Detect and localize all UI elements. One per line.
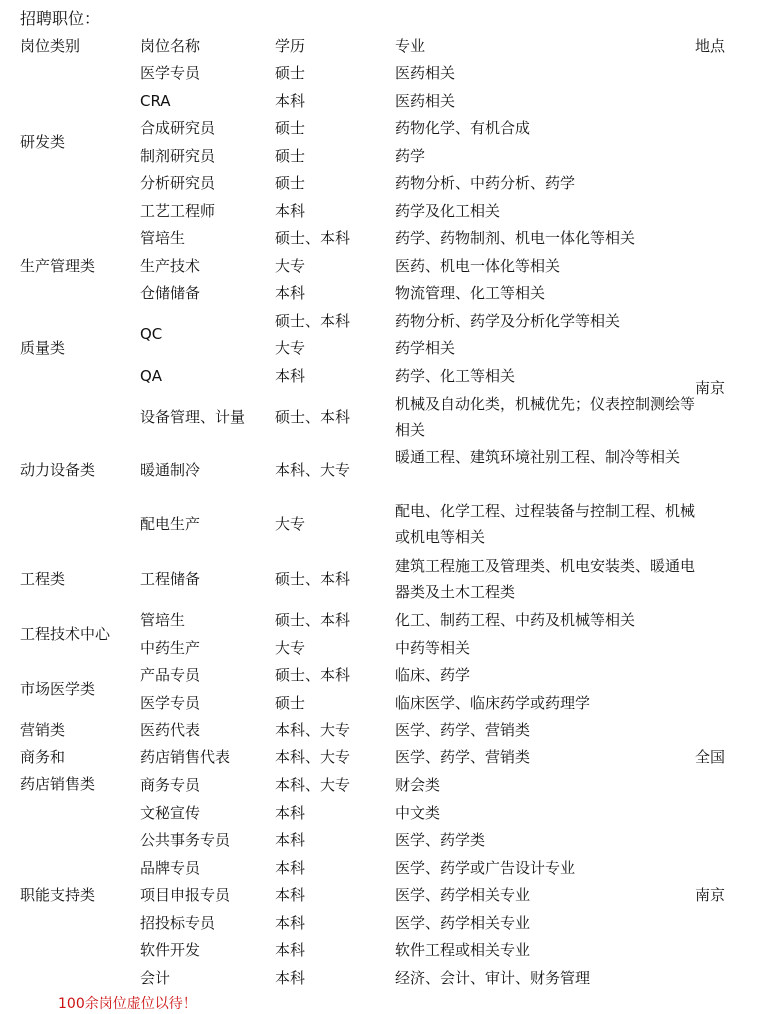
category-engineering: 工程类 — [20, 570, 66, 588]
education-cell: 本科 — [275, 969, 306, 987]
header-education: 学历 — [275, 37, 306, 55]
education-cell: 硕士 — [275, 147, 306, 165]
major-cell: 医学、药学、营销类 — [395, 748, 531, 766]
education-cell: 硕士、本科 — [275, 666, 351, 684]
header-location: 地点 — [695, 37, 726, 55]
education-cell: 本科 — [275, 941, 306, 959]
major-cell: 临床、药学 — [395, 666, 471, 684]
education-cell: 硕士、本科 — [275, 611, 351, 629]
category-power-equipment: 动力设备类 — [20, 461, 96, 479]
major-cell: 化工、制药工程、中药及机械等相关 — [395, 611, 636, 629]
major-cell: 暖通工程、建筑环境社别工程、制冷等相关 — [395, 448, 681, 466]
major-cell: 医药相关 — [395, 92, 456, 110]
category-business-pharmacy-sales: 商务和 药店销售类 — [20, 748, 96, 793]
position-cell: CRA — [140, 92, 171, 110]
position-cell: 药店销售代表 — [140, 748, 231, 766]
education-cell: 本科、大专 — [275, 721, 351, 739]
position-cell: 合成研究员 — [140, 119, 216, 137]
major-cell: 医学、药学相关专业 — [395, 914, 531, 932]
footer-note: 100余岗位虚位以待！ — [58, 996, 197, 1012]
position-cell: 分析研究员 — [140, 174, 216, 192]
education-cell: 本科 — [275, 804, 306, 822]
major-cell: 中药等相关 — [395, 639, 471, 657]
major-cell: 药物分析、药学及分析化学等相关 — [395, 312, 621, 330]
location-nationwide: 全国 — [695, 748, 726, 766]
education-cell: 硕士 — [275, 64, 306, 82]
category-quality: 质量类 — [20, 339, 66, 357]
position-cell: 暖通制冷 — [140, 461, 201, 479]
position-cell: 生产技术 — [140, 257, 201, 275]
education-cell: 本科、大专 — [275, 748, 351, 766]
education-cell: 大专 — [275, 257, 306, 275]
major-cell: 经济、会计、审计、财务管理 — [395, 969, 591, 987]
education-cell: 本科、大专 — [275, 776, 351, 794]
education-cell: 硕士、本科 — [275, 229, 351, 247]
category-support: 职能支持类 — [20, 886, 96, 904]
major-cell: 财会类 — [395, 776, 441, 794]
education-cell: 硕士、本科 — [275, 570, 351, 588]
major-cell: 医学、药学类 — [395, 831, 486, 849]
position-cell: 设备管理、计量 — [140, 408, 246, 426]
position-cell: 公共事务专员 — [140, 831, 231, 849]
education-cell: 大专 — [275, 515, 306, 533]
position-cell: 会计 — [140, 969, 171, 987]
major-cell: 机械及自动化类，机械优先；仪表控制测绘等相关 — [395, 395, 696, 439]
position-cell: QC — [140, 325, 163, 343]
major-cell: 医学、药学、营销类 — [395, 721, 531, 739]
position-cell: 招投标专员 — [140, 914, 216, 932]
major-cell: 药学、药物制剂、机电一体化等相关 — [395, 229, 636, 247]
header-major: 专业 — [395, 37, 426, 55]
major-cell: 物流管理、化工等相关 — [395, 284, 546, 302]
education-cell: 本科 — [275, 92, 306, 110]
position-cell: 管培生 — [140, 611, 186, 629]
education-cell: 本科 — [275, 284, 306, 302]
header-position: 岗位名称 — [140, 37, 201, 55]
education-cell: 本科 — [275, 914, 306, 932]
major-cell: 医药相关 — [395, 64, 456, 82]
education-cell: 本科 — [275, 859, 306, 877]
major-cell: 药学相关 — [395, 339, 456, 357]
category-marketing-medical: 市场医学类 — [20, 680, 96, 698]
position-cell: 商务专员 — [140, 776, 201, 794]
position-cell: 医学专员 — [140, 64, 201, 82]
position-cell: 项目申报专员 — [140, 886, 231, 904]
major-cell: 药学、化工等相关 — [395, 367, 516, 385]
education-cell: 硕士 — [275, 174, 306, 192]
position-cell: 工艺工程师 — [140, 202, 216, 220]
education-cell: 大专 — [275, 339, 306, 357]
major-cell: 中文类 — [395, 804, 441, 822]
education-cell: 大专 — [275, 639, 306, 657]
position-cell: 医药代表 — [140, 721, 201, 739]
major-cell: 临床医学、临床药学或药理学 — [395, 694, 591, 712]
major-cell: 医药、机电一体化等相关 — [395, 257, 561, 275]
education-cell: 本科 — [275, 886, 306, 904]
major-cell: 配电、化学工程、过程装备与控制工程、机械或机电等相关 — [395, 502, 696, 546]
category-production: 生产管理类 — [20, 257, 96, 275]
position-cell: 中药生产 — [140, 639, 201, 657]
position-cell: 管培生 — [140, 229, 186, 247]
education-cell: 本科 — [275, 367, 306, 385]
category-rnd: 研发类 — [20, 133, 66, 151]
education-cell: 硕士、本科 — [275, 312, 351, 330]
education-cell: 硕士、本科 — [275, 408, 351, 426]
position-cell: 配电生产 — [140, 515, 201, 533]
header-category: 岗位类别 — [20, 37, 81, 55]
major-cell: 药物分析、中药分析、药学 — [395, 174, 576, 192]
category-engineering-tech-center: 工程技术中心 — [20, 625, 111, 643]
position-cell: 制剂研究员 — [140, 147, 216, 165]
position-cell: QA — [140, 367, 163, 385]
major-cell: 药学及化工相关 — [395, 202, 501, 220]
major-cell: 软件工程或相关专业 — [395, 941, 531, 959]
position-cell: 仓储储备 — [140, 284, 201, 302]
education-cell: 硕士 — [275, 119, 306, 137]
major-cell: 建筑工程施工及管理类、机电安装类、暖通电器类及土木工程类 — [395, 557, 696, 601]
education-cell: 硕士 — [275, 694, 306, 712]
category-sales: 营销类 — [20, 721, 66, 739]
position-cell: 品牌专员 — [140, 859, 201, 877]
position-cell: 产品专员 — [140, 666, 201, 684]
major-cell: 医学、药学或广告设计专业 — [395, 859, 576, 877]
major-cell: 医学、药学相关专业 — [395, 886, 531, 904]
position-cell: 文秘宣传 — [140, 804, 201, 822]
education-cell: 本科 — [275, 831, 306, 849]
education-cell: 本科、大专 — [275, 461, 351, 479]
position-cell: 软件开发 — [140, 941, 201, 959]
major-cell: 药物化学、有机合成 — [395, 119, 531, 137]
location-nanjing-1: 南京 — [695, 379, 726, 397]
position-cell: 工程储备 — [140, 570, 201, 588]
page-heading: 招聘职位： — [20, 9, 101, 28]
location-nanjing-2: 南京 — [695, 886, 726, 904]
major-cell: 药学 — [395, 147, 426, 165]
education-cell: 本科 — [275, 202, 306, 220]
position-cell: 医学专员 — [140, 694, 201, 712]
